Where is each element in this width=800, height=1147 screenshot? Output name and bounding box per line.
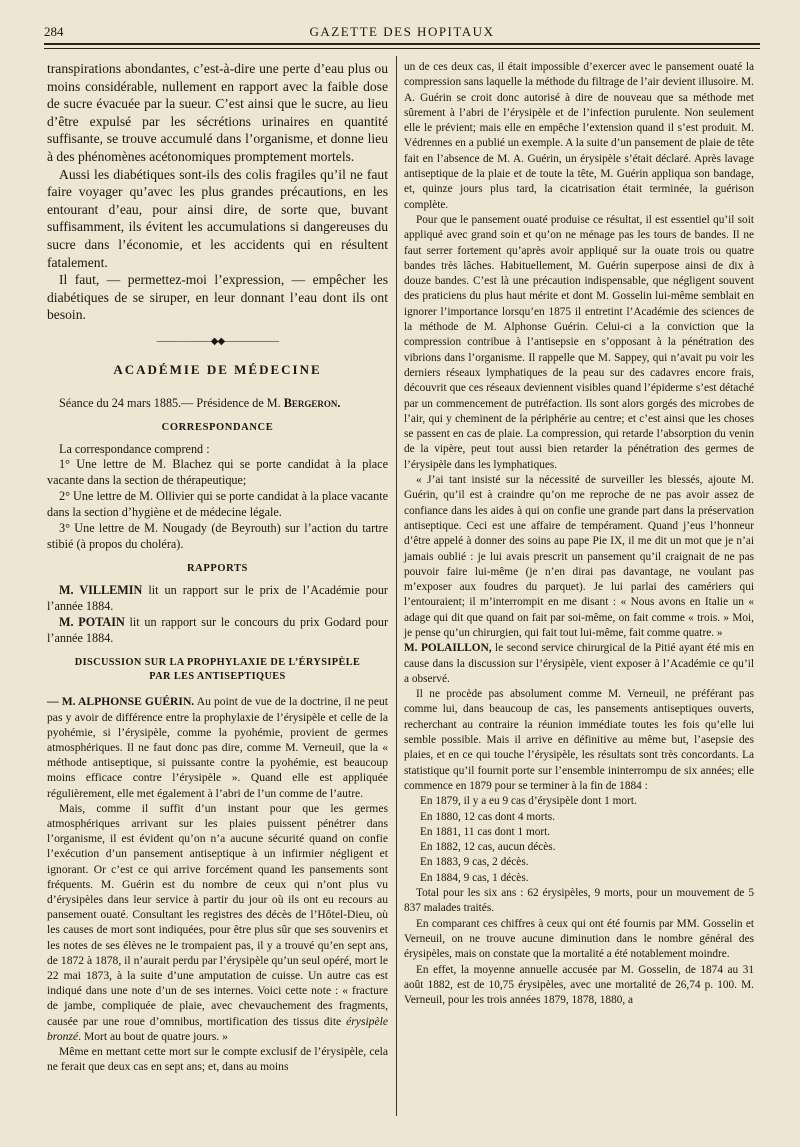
discussion-title-line: DISCUSSION SUR LA PROPHYLAXIE DE L’ÉRYSIPÈLE (74, 657, 361, 669)
right-column (404, 60, 754, 1008)
correspondance-intro: La correspondance comprend : (59, 441, 210, 456)
paragraph-text: . Mort au bout de quatre jours. » (78, 1029, 228, 1043)
paragraph: « J’ai tant insisté sur la nécessité de surveiller les blessés, ajoute M. Guérin, qu’il est à craindre qu’on me reproche de ne pas avoir assez de confiance dans les aides à qui on confie une grande part dans la préservation antiseptique. Ceci est une affaire de tempérament. Quand j’eus l’honneur d’être appelé à donner des soins au pape Pie IX, il me dit un mot que je n’ai jamais oublié : je lui avais prescrit un pansement qu’il craignait de ne pas pouvoir faire lui-même (je n’en dirai pas davantage, ne voulant pas m’exposer aux foudres du parquet). Je lui parlai des camériers qui l’entouraient; il m’interrompit en me disant : « Nous avons en Italie un « adage qui dit que quand on fait par soi-même, on fait comme « trois. » Moi, je pense qu’un chirurgien, qui fait tout lui-même, fait comme quatre. » (404, 474, 754, 639)
rapport-text: lit un rapport sur le prix de l’Académie pour l’année 1884. (47, 582, 388, 613)
statistics-line: En 1883, 9 cas, 2 décès. (420, 856, 529, 869)
rapport-item (47, 615, 388, 647)
speaker-name: M. POTAIN (59, 614, 125, 629)
paragraph-text: Mais, comme il suffit d’un instant pour que les germes atmosphériques arrivant sur les plaies puissent pénétrer dans l’organisme, il est évident qu’on n’a aucune sécurité quand on confie l’exécution d’un pansement antiseptique à un infirmier négligent et ignorant. Or c’est ce qui arrive forcément quand les pansements sont fréquents. M. Guérin est du nombre de ceux qui n’ont plus vu d’érysipèles dans leur service à partir du jour où ils ont eu recours au pansement ouaté. Consultant les registres des décès de l’Hôtel-Dieu, où les causes de mort sont indiquées, pour être plus sûr que ses souvenirs et les notes de ses élèves ne le trompaient pas, il y a trouvé qu’en sept ans, de 1872 à 1878, il n’aurait perdu par l’érysipèle qu’un seul opéré, mort le 22 mai 1873, à la suite d’une amputation de cuisse. Un autre cas est indiqué dans une note d’un de ses internes. Voici cette note : « fracture de jambe, compliquée de plaie, avec chevauchement des fragments, causée par une roue d’omnibus, mortification des tissus dite (47, 801, 388, 1028)
paragraph: transpirations abondantes, c’est-à-dire une perte d’eau plus ou moins considérable, nullement en rapport avec la faible dose de sucre évacuée par la sueur. C’est ainsi que le sucre, au lieu d’être expulsé par les sécrétions urinaires en quantité suffisante, se trouve accumulé dans l’organisme, et donne lieu à des phénomènes acétonomiques promptement mortels. (47, 61, 388, 164)
seance-line (47, 396, 388, 412)
paragraph: Total pour les six ans : 62 érysipèles, 9 morts, pour un mouvement de 5 837 malades traités. (404, 887, 754, 915)
speaker-name: M. VILLEMIN (59, 582, 143, 597)
section-separator: ——————◆◆—————— (156, 335, 279, 347)
speaker-name: M. POLAILLON, (404, 642, 492, 655)
paragraph: Il ne procède pas absolument comme M. Verneuil, ne préférant pas comme lui, dans beaucoup de cas, les pansements antiseptiques ouverts, recherchant au contraire la réunion immédiate toutes les fois qu’elle lui semble possible. Mais il arrive en définitive au même but, l’asepsie des plaies, et en ce qui touche l’érysipèle, les résultats sont très concordants. La statistique qu’il fournit porte sur l’ensemble ininterrompu de six années; elle commence en 1879 pour se terminer à la fin de 1884 : (404, 688, 754, 792)
paragraph-text: le second service chirurgical de la Pitié ayant été mis en cause dans la discussion sur l’érysipèle, vient exposer à l’Académie ce qu’il a observé. (404, 642, 754, 685)
paragraph: En comparant ces chiffres à ceux qui ont été fournis par MM. Gosselin et Verneuil, on ne trouve aucune diminution dans le nombre général des érysipèles, mais on constate que la mortalité a été notablement moindre. (404, 917, 754, 961)
header-rule-thin (44, 48, 760, 49)
paragraph: Il faut, — permettez-moi l’expression, — empêcher les diabétiques de se siruper, en leur donnant l’eau dont ils ont besoin. (47, 272, 388, 323)
guerin-speech (47, 694, 388, 1074)
rapport-text: lit un rapport sur le concours du prix Godard pour l’année 1884. (47, 614, 389, 645)
seance-text: Séance du 24 mars 1885.— Présidence de M. (59, 395, 281, 410)
statistics-line: En 1882, 12 cas, aucun décès. (420, 841, 556, 854)
paragraph: En effet, la moyenne annuelle accusée par M. Gosselin, de 1874 au 31 août 1882, est de 10,75 érysipèles, avec une mortalité de 26,74 p. 100. M. Verneuil, pour les trois années 1879, 1878, 1880, a (404, 963, 754, 1007)
header-rule (44, 43, 760, 45)
correspondance-item: 1° Une lettre de M. Blachez qui se porte candidat à la place vacante dans la section de thérapeutique; (47, 457, 388, 488)
statistics-list (404, 794, 754, 886)
left-column (47, 60, 388, 1074)
section-title: ACADÉMIE DE MÉDECINE (113, 361, 322, 377)
paragraph-text: Au point de vue de la doctrine, il ne peut pas y avoir de différence entre la prophylaxie de l’érysipèle et celle de la pyohémie, si l’érysipèle, comme la pyohémie, provient de germes atmosphériques. Il ne faut donc pas dire, comme M. Verneuil, que la « méthode antiseptique, si puissante contre la pyohémie, est beaucoup moins efficace contre l’érysipèle ». Quand elle est appliquée régulièrement, elle met également à l’abri de l’un comme de l’autre. (47, 695, 388, 800)
column-divider (396, 56, 397, 1116)
diabetes-article (47, 60, 388, 324)
correspondance-item: 3° Une lettre de M. Nougady (de Beyrouth) sur l’action du tartre stibié (à propos du choléra). (47, 521, 388, 551)
paragraph: Pour que le pansement ouaté produise ce résultat, il est essentiel qu’il soit appliqué avec grand soin et qu’on ne ménage pas les tours de bandes. Il ne faut serrer fortement qu’après avoir appliqué sur la ouate trois ou quatre bandes très lâches. Habituellement, M. Guérin superpose ainsi de dix à douze bandes. C’est là une précaution indispensable, que négligent souvent des praticiens du plus haut mérite et dont M. Gosselin lui-même semblait en ignorer l’importance lorsqu’en 1875 il entretint l’Académie des sciences de la méthode de M. Alphonse Guérin. Celui-ci a la conviction que la compression contribue à l’antisepsie en s’opposant à la pénétration des vibrions dans l’organisme. Il rappelle que M. Sappey, qui n’avait pu voir les derniers réseaux lymphatiques de la peau sur des cadavres encore frais, découvrit que ces réseaux deviennent visibles quand l’épiderme s’est détaché par un commencement de putréfaction. Ils sont alors gorgés des microbes de l’air, qui y cheminent de la périphérie au centre; et c’est ainsi que les choses se passent en cas de plaie. La compression, qui retarde l’absorption du venin de la vipère, peut tout aussi bien retarder la pénétration des germes de l’érysipèle dans les lymphatiques. (404, 213, 754, 471)
seance-president: Bergeron. (283, 395, 341, 410)
journal-title: GAZETTE DES HOPITAUX (309, 24, 495, 39)
correspondance-title: CORRESPONDANCE (161, 421, 274, 433)
statistics-line: En 1879, il y a eu 9 cas d’érysipèle dont 1 mort. (420, 795, 637, 808)
italic-term: érysipèle bronzé (47, 1014, 388, 1043)
paragraph (47, 801, 388, 1044)
paragraph (404, 641, 754, 687)
rapport-item (47, 583, 388, 615)
paragraph: un de ces deux cas, il était impossible d’exercer avec le pansement ouaté la compression sans laquelle la méthode du filtrage de l’air devient illusoire. M. A. Guérin se croit donc autorisé à dire de nouveau que sa méthode met sûrement à l’abri de l’érysipèle et de l’infection purulente. Non seulement elle le prévient; mais elle en empêche l’extension quand il s’est produit. M. Védrennes en a publié un exemple. A la suite d’un pansement de plaie de tête fait en l’absence de M. A. Guérin, un érysipèle s’était déclaré. Après lavage antiseptique de la plaie et de toute la tête, M. Guérin appliqua son bandage, et, quinze jours plus tard, la cicatrisation était terminée, la guérison complète. (404, 61, 754, 211)
speaker-name: — M. ALPHONSE GUÉRIN. (47, 695, 195, 709)
statistics-line: En 1881, 11 cas dont 1 mort. (420, 825, 551, 838)
correspondance-item: 2° Une lettre de M. Ollivier qui se porte candidat à la place vacante dans la section d’hygiène et de médecine légale. (47, 489, 388, 520)
page-header (44, 24, 760, 44)
paragraph (47, 694, 388, 800)
rapports-title: RAPPORTS (186, 562, 249, 574)
statistics-line: En 1884, 9 cas, 1 décès. (420, 871, 529, 884)
statistics-line: En 1880, 12 cas dont 4 morts. (420, 810, 555, 823)
discussion-title-line: PAR LES ANTISEPTIQUES (149, 671, 286, 683)
paragraph: Aussi les diabétiques sont-ils des colis fragiles qu’il ne faut faire voyager qu’avec les plus grandes précautions, en les entourant d’eau, pour ainsi dire, de sorte que, buvant suffisamment, ils évitent les accumulations si dangereuses du sucre dans l’économie, et les accidents qui en résultent fatalement. (47, 166, 388, 270)
discussion-title (47, 656, 388, 684)
paragraph: Même en mettant cette mort sur le compte exclusif de l’érysipèle, cela ne ferait que deux cas en sept ans; et, dans au moins (47, 1045, 388, 1074)
page-number: 284 (44, 24, 64, 39)
